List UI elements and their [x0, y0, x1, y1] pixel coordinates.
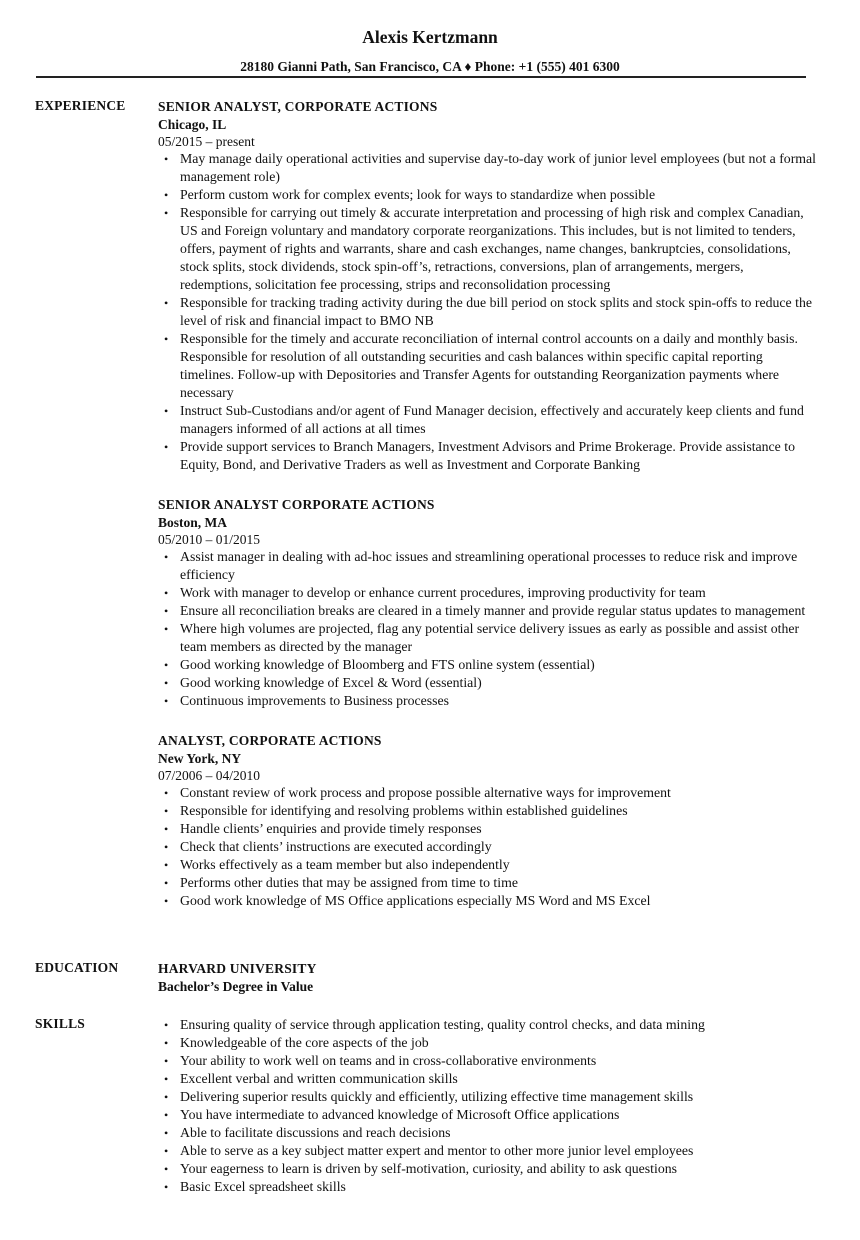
- list-item: • Good work knowledge of MS Office applications especially MS Word and MS Excel: [158, 892, 818, 910]
- list-item: • Responsible for the timely and accurate reconciliation of internal control accounts on a daily and monthly basis. Responsible for resolution of all outstanding securities and cash balances within specific capital reporting timelines. Follow-up with Depositories and Transfer Agents for outstanding Reorganization payments where necessary: [158, 330, 818, 402]
- list-item: • Knowledgeable of the core aspects of the job: [158, 1034, 818, 1052]
- list-item: • Excellent verbal and written communication skills: [158, 1070, 818, 1088]
- section-label-skills: SKILLS: [35, 1016, 85, 1031]
- list-item: • Continuous improvements to Business processes: [158, 692, 818, 710]
- list-item: • Responsible for carrying out timely & accurate interpretation and processing of high risk and complex Canadian, US and Foreign voluntary and mandatory corporate reorganizations. This includes, but is not limited to tenders, offers, payment of rights and warrants, share and cash exchanges, name changes, bankruptcies, consolidations, stock splits, stock dividends, stock spin-off’s, retractions, conversions, plan of arrangements, mergers, redemptions, solicitation fee processing, strips and reconsolidation processing: [158, 204, 818, 294]
- experience-content: [158, 98, 818, 932]
- degree: Bachelor’s Degree in Value: [158, 979, 314, 994]
- list-item: • Responsible for identifying and resolving problems within established guidelines: [158, 802, 818, 820]
- list-item: • Perform custom work for complex events; look for ways to standardize when possible: [158, 186, 818, 204]
- phone: Phone: +1 (555) 401 6300: [474, 59, 620, 74]
- section-label-experience: EXPERIENCE: [35, 98, 126, 113]
- job-location: New York, NY: [158, 751, 242, 766]
- list-item: • Good working knowledge of Excel & Word (essential): [158, 674, 818, 692]
- job-title: ANALYST, CORPORATE ACTIONS: [158, 733, 382, 748]
- list-item: • May manage daily operational activities and supervise day-to-day work of junior level employees (but not a formal management role): [158, 150, 818, 186]
- job-location: Chicago, IL: [158, 117, 227, 132]
- job-location: Boston, MA: [158, 515, 228, 530]
- job-dates: 05/2015 – present: [158, 134, 255, 149]
- job-dates: 07/2006 – 04/2010: [158, 768, 261, 783]
- job-duties-list: [158, 784, 818, 910]
- list-item: • Provide support services to Branch Managers, Investment Advisors and Prime Brokerage. Provide assistance to Equity, Bond, and Derivative Traders as well as Investment and Corporate Banking: [158, 438, 818, 474]
- school-name: HARVARD UNIVERSITY: [158, 961, 317, 976]
- job-entry: [158, 496, 818, 710]
- list-item: • Your ability to work well on teams and in cross-collaborative environments: [158, 1052, 818, 1070]
- job-title: SENIOR ANALYST, CORPORATE ACTIONS: [158, 99, 438, 114]
- list-item: • Good working knowledge of Bloomberg and FTS online system (essential): [158, 656, 818, 674]
- list-item: • Where high volumes are projected, flag any potential service delivery issues as early as possible and assist other team members as directed by the manager: [158, 620, 818, 656]
- job-duties-list: [158, 548, 818, 710]
- separator-diamond-icon: ♦: [464, 59, 472, 74]
- list-item: • Handle clients’ enquiries and provide timely responses: [158, 820, 818, 838]
- list-item: • Your eagerness to learn is driven by self-motivation, curiosity, and ability to ask questions: [158, 1160, 818, 1178]
- skills-list: [158, 1016, 818, 1196]
- education-content: [158, 960, 818, 995]
- list-item: • Constant review of work process and propose possible alternative ways for improvement: [158, 784, 818, 802]
- list-item: • Basic Excel spreadsheet skills: [158, 1178, 818, 1196]
- skills-content: [158, 1016, 818, 1196]
- list-item: • Work with manager to develop or enhance current procedures, improving productivity for team: [158, 584, 818, 602]
- list-item: • Delivering superior results quickly and efficiently, utilizing effective time management skills: [158, 1088, 818, 1106]
- list-item: • Performs other duties that may be assigned from time to time: [158, 874, 818, 892]
- candidate-name: Alexis Kertzmann: [362, 27, 498, 47]
- list-item: • Responsible for tracking trading activity during the due bill period on stock splits and stock spin-offs to reduce the level of risk and financial impact to BMO NB: [158, 294, 818, 330]
- job-entry: [158, 98, 818, 474]
- list-item: • Instruct Sub-Custodians and/or agent of Fund Manager decision, effectively and accurately keep clients and fund managers informed of all actions at all times: [158, 402, 818, 438]
- list-item: • You have intermediate to advanced knowledge of Microsoft Office applications: [158, 1106, 818, 1124]
- list-item: • Able to serve as a key subject matter expert and mentor to other more junior level employees: [158, 1142, 818, 1160]
- list-item: • Check that clients’ instructions are executed accordingly: [158, 838, 818, 856]
- job-dates: 05/2010 – 01/2015: [158, 532, 261, 547]
- header-divider: [36, 76, 806, 78]
- list-item: • Works effectively as a team member but also independently: [158, 856, 818, 874]
- job-entry: [158, 732, 818, 910]
- address: 28180 Gianni Path, San Francisco, CA: [240, 59, 462, 74]
- contact-line: [0, 58, 860, 76]
- list-item: • Ensure all reconciliation breaks are cleared in a timely manner and provide regular status updates to management: [158, 602, 818, 620]
- section-label-education: EDUCATION: [35, 960, 119, 975]
- list-item: • Able to facilitate discussions and reach decisions: [158, 1124, 818, 1142]
- job-duties-list: [158, 150, 818, 474]
- list-item: • Ensuring quality of service through application testing, quality control checks, and data mining: [158, 1016, 818, 1034]
- list-item: • Assist manager in dealing with ad-hoc issues and streamlining operational processes to reduce risk and improve efficiency: [158, 548, 818, 584]
- resume-header: [0, 26, 860, 76]
- job-title: SENIOR ANALYST CORPORATE ACTIONS: [158, 497, 435, 512]
